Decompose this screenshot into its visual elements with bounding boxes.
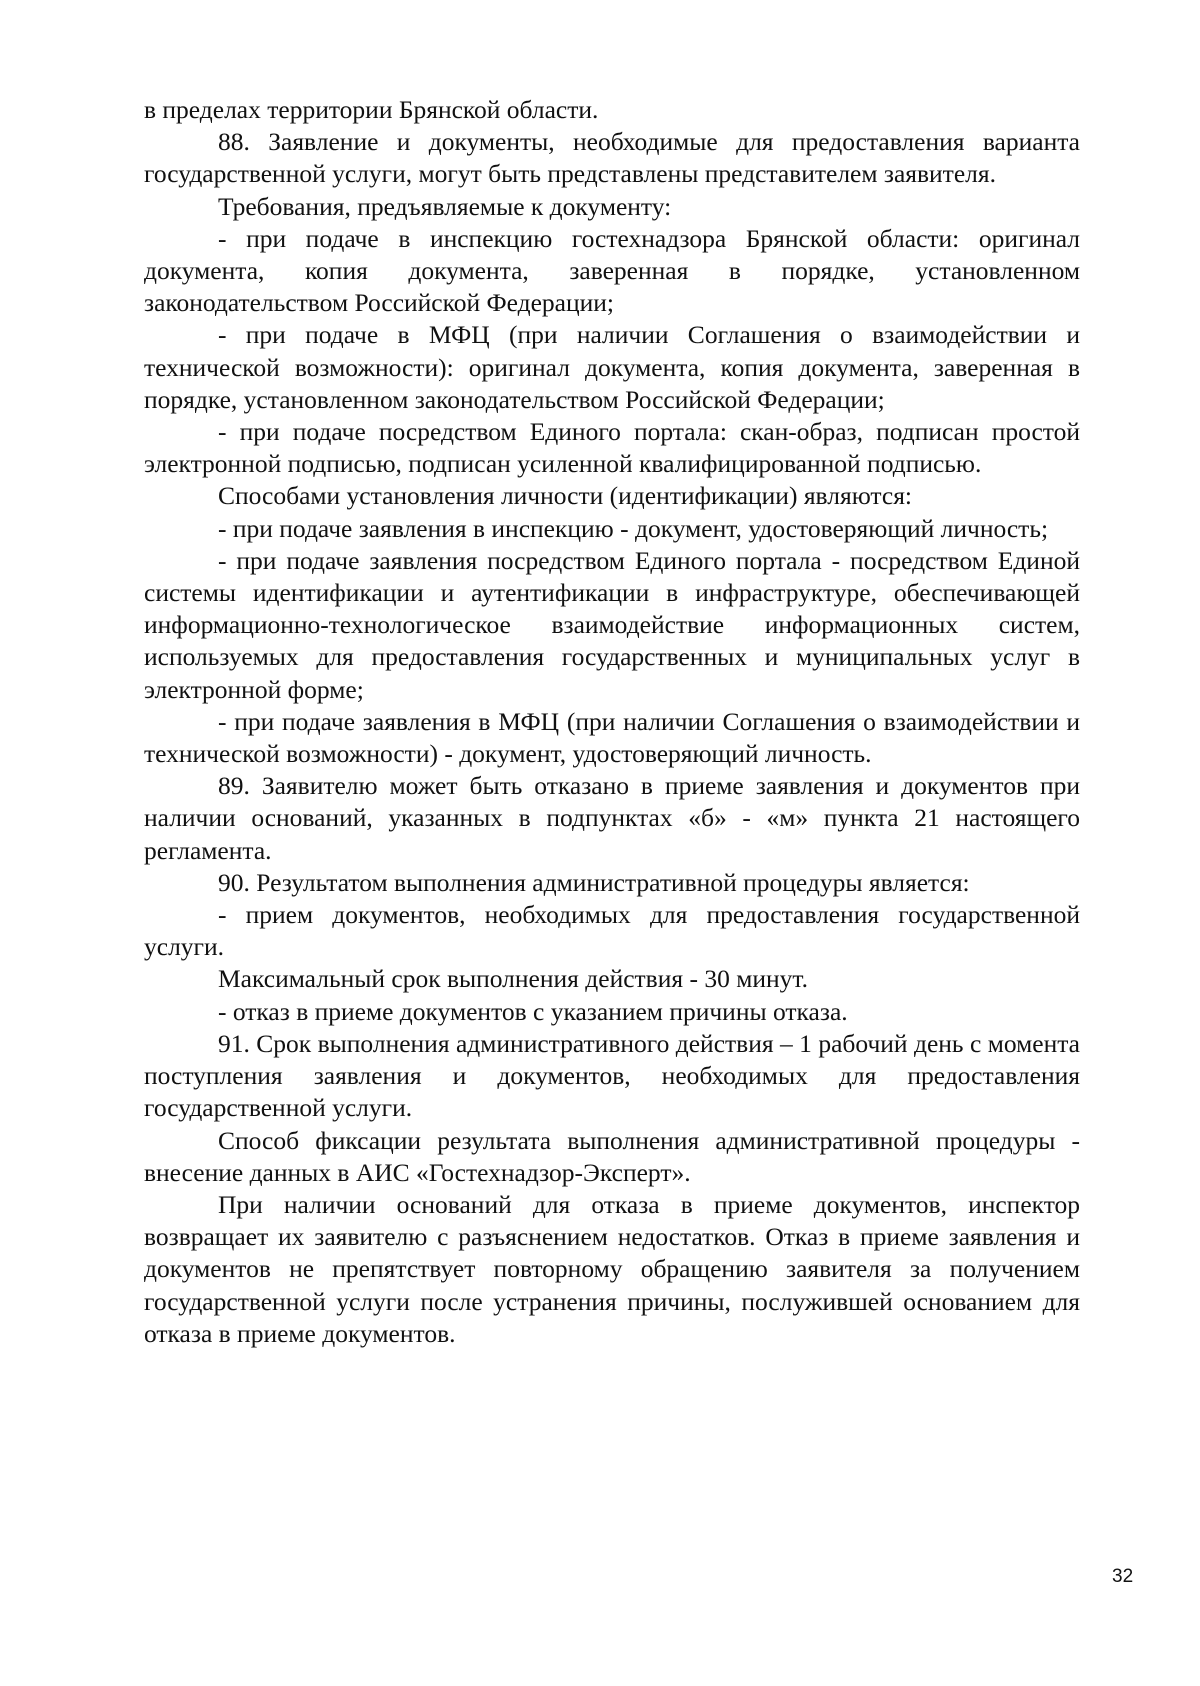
document-body bbox=[144, 94, 1080, 1350]
paragraph-item-88: 88. Заявление и документы, необходимые для предоставления варианта государственной услуги, могут быть представлены представителем заявителя. bbox=[144, 127, 1080, 189]
paragraph-mfc-submission: - при подаче в МФЦ (при наличии Соглашения о взаимодействии и технической возможности): оригинал документа, копия документа, заверенная в порядке, установленном законодательством Российской Федерации; bbox=[144, 320, 1080, 414]
paragraph-portal-submission: - при подаче посредством Единого портала: скан-образ, подписан простой электронной подписью, подписан усиленной квалифицированной подписью. bbox=[144, 417, 1080, 479]
paragraph-result-acceptance: - прием документов, необходимых для предоставления государственной услуги. bbox=[144, 900, 1080, 962]
paragraph-continuation: в пределах территории Брянской области. bbox=[144, 95, 599, 124]
paragraph-identification-inspection: - при подаче заявления в инспекцию - документ, удостоверяющий личность; bbox=[218, 513, 1049, 543]
paragraph-identification-heading: Способами установления личности (идентификации) являются: bbox=[218, 481, 913, 511]
paragraph-item-91: 91. Срок выполнения административного действия – 1 рабочий день с момента поступления заявления и документов, необходимых для предоставления государственной услуги. bbox=[144, 1028, 1080, 1123]
paragraph-max-duration: Максимальный срок выполнения действия - 30 минут. bbox=[218, 964, 808, 994]
paragraph-identification-mfc: - при подаче заявления в МФЦ (при наличии Соглашения о взаимодействии и технической возможности) - документ, удостоверяющий личность. bbox=[144, 706, 1080, 769]
paragraph-inspection-submission: - при подаче в инспекцию гостехнадзора Брянской области: оригинал документа, копия документа, заверенная в порядке, установленном законодательством Российской Федерации; bbox=[144, 223, 1080, 318]
paragraph-requirements-heading: Требования, предъявляемые к документу: bbox=[218, 191, 672, 221]
paragraph-item-90: 90. Результатом выполнения административной процедуры является: bbox=[218, 867, 970, 897]
paragraph-fixation-method: Способ фиксации результата выполнения административной процедуры - внесение данных в АИС «Гостехнадзор-Эксперт». bbox=[144, 1125, 1080, 1187]
page-number: 32 bbox=[1112, 1566, 1134, 1587]
paragraph-result-refusal: - отказ в приеме документов с указанием причины отказа. bbox=[218, 996, 848, 1026]
paragraph-refusal-grounds: При наличии оснований для отказа в приеме документов, инспектор возвращает их заявителю с разъяснением недостатков. Отказ в приеме заявления и документов не препятствует повторному обращению заявителя за получением государственной услуги после устранения причины, послужившей основанием для отказа в приеме документов. bbox=[144, 1189, 1080, 1348]
paragraph-identification-portal: - при подаче заявления посредством Единого портала - посредством Единой системы идентификации и аутентификации в инфраструктуре, обеспечивающей информационно-технологическое взаимодействие информационных систем, используемых для предоставления государственных и муниципальных услуг в электронной форме; bbox=[144, 545, 1080, 704]
paragraph-item-89: 89. Заявителю может быть отказано в приеме заявления и документов при наличии оснований, указанных в подпунктах «б» - «м» пункта 21 настоящего регламента. bbox=[144, 771, 1080, 865]
